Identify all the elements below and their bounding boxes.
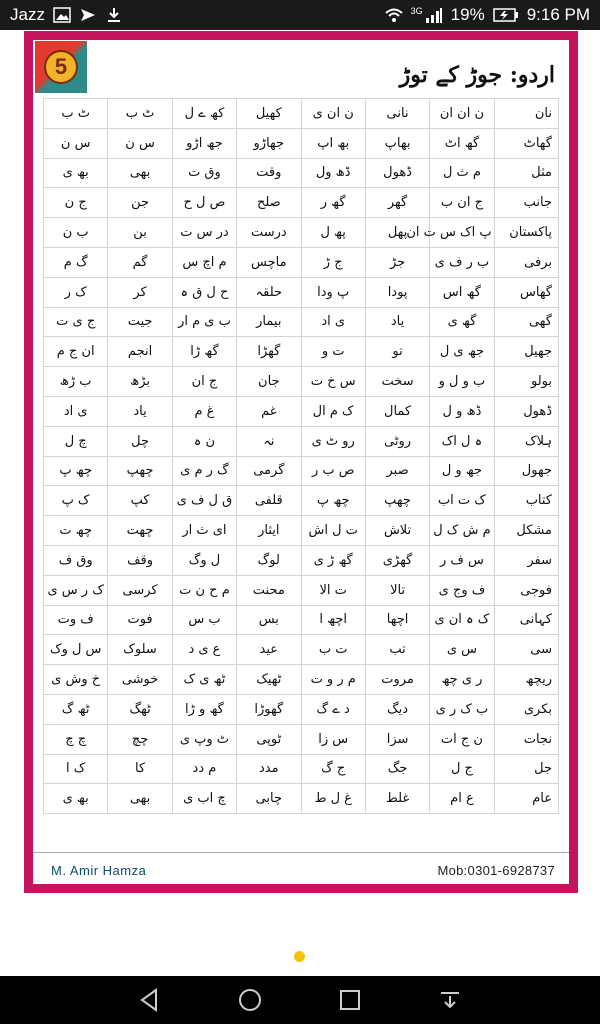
word-cell: گھی xyxy=(494,307,558,337)
table-row xyxy=(44,605,559,635)
table-row xyxy=(44,426,559,456)
word-cell: کرسی xyxy=(108,575,172,605)
broken-word-cell: ق ل ف ی xyxy=(172,486,236,516)
broken-word-cell: گ ر م ی xyxy=(172,456,236,486)
broken-word-cell: ٹھ ی ک xyxy=(172,665,236,695)
document-frame xyxy=(24,31,578,893)
word-cell: سخت xyxy=(365,367,429,397)
word-cell: فوجی xyxy=(494,575,558,605)
word-cell: خوشی xyxy=(108,665,172,695)
pulldown-icon xyxy=(437,987,463,1013)
word-cell: ٹھیک xyxy=(237,665,301,695)
word-cell: کھیل xyxy=(237,99,301,129)
word-cell: ٹھگ xyxy=(108,694,172,724)
broken-word-cell: بھ ی xyxy=(44,784,108,814)
broken-word-cell: ت الا xyxy=(301,575,365,605)
table-row xyxy=(44,277,559,307)
battery-icon xyxy=(493,7,519,23)
broken-word-cell: وق ت xyxy=(172,158,236,188)
word-cell: ڈھول xyxy=(494,396,558,426)
word-cell: جڑ xyxy=(365,247,429,277)
broken-word-cell: ن ان ی xyxy=(301,99,365,129)
broken-word-cell: در س ت xyxy=(172,218,236,248)
broken-word-cell: وق ف xyxy=(44,545,108,575)
broken-word-cell: ن ج ات xyxy=(430,724,494,754)
broken-word-cell: ک ہ ان ی xyxy=(430,605,494,635)
document-page[interactable] xyxy=(33,40,569,884)
broken-word-cell: جھ اڑو xyxy=(172,128,236,158)
send-icon xyxy=(79,7,97,23)
word-cell: وقت xyxy=(237,158,301,188)
broken-word-cell: جھ ی ل xyxy=(430,337,494,367)
broken-word-cell: ک ر xyxy=(44,277,108,307)
word-cell: پھل xyxy=(365,218,429,248)
word-cell: نان xyxy=(494,99,558,129)
word-cell: غم xyxy=(237,396,301,426)
navigation-bar xyxy=(0,976,600,1024)
broken-word-cell: جھ و ل xyxy=(430,456,494,486)
notification-pulldown-button[interactable] xyxy=(434,984,466,1016)
word-cell: وقف xyxy=(108,545,172,575)
broken-word-cell: ب ک ر ی xyxy=(430,694,494,724)
broken-word-cell: ج گ xyxy=(301,754,365,784)
broken-word-cell: ب ن xyxy=(44,218,108,248)
clock: 9:16 PM xyxy=(526,5,590,24)
broken-word-cell: ر ی چھ xyxy=(430,665,494,695)
broken-word-cell: م اچ س xyxy=(172,247,236,277)
broken-word-cell: ب و ل و xyxy=(430,367,494,397)
broken-word-cell: ان ج م xyxy=(44,337,108,367)
word-cell: غلط xyxy=(365,784,429,814)
word-cell: بڑھ xyxy=(108,367,172,397)
broken-word-cell: ب ڑھ xyxy=(44,367,108,397)
broken-word-cell: ک ر س ی xyxy=(44,575,108,605)
word-cell: بیمار xyxy=(237,307,301,337)
word-cell: جانب xyxy=(494,188,558,218)
word-cell: کر xyxy=(108,277,172,307)
word-cell: مدد xyxy=(237,754,301,784)
table-row xyxy=(44,694,559,724)
broken-word-cell: ٹ ب xyxy=(44,99,108,129)
broken-word-cell: چ چ xyxy=(44,724,108,754)
broken-word-cell: د ے گ xyxy=(301,694,365,724)
word-cell: بن xyxy=(108,218,172,248)
broken-word-cell: ن ان ان xyxy=(430,99,494,129)
broken-word-cell: چھ پ xyxy=(44,456,108,486)
word-cell: تلاش xyxy=(365,516,429,546)
broken-word-cell: گھ ر xyxy=(301,188,365,218)
word-cell: گھوڑا xyxy=(237,694,301,724)
word-cell: سزا xyxy=(365,724,429,754)
table-row xyxy=(44,575,559,605)
word-cell: گم xyxy=(108,247,172,277)
word-cell: چابی xyxy=(237,784,301,814)
broken-word-cell: م ح ن ت xyxy=(172,575,236,605)
word-cell: چھپ xyxy=(108,456,172,486)
word-cell: ایثار xyxy=(237,516,301,546)
word-cell: نانی xyxy=(365,99,429,129)
word-cell: دیگ xyxy=(365,694,429,724)
status-right xyxy=(385,5,590,25)
table-row xyxy=(44,456,559,486)
word-cell: بھی xyxy=(108,784,172,814)
broken-word-cell: ب س xyxy=(172,605,236,635)
word-cell: جیت xyxy=(108,307,172,337)
broken-word-cell: س ی xyxy=(430,635,494,665)
broken-word-cell: ج ل xyxy=(430,754,494,784)
word-cell: فوت xyxy=(108,605,172,635)
word-table xyxy=(43,98,559,814)
table-row xyxy=(44,337,559,367)
word-cell: جھول xyxy=(494,456,558,486)
table-row xyxy=(44,307,559,337)
broken-word-cell: ص ب ر xyxy=(301,456,365,486)
word-cell: صلح xyxy=(237,188,301,218)
broken-word-cell: ٹھ گ xyxy=(44,694,108,724)
image-icon xyxy=(53,7,71,23)
broken-word-cell: ج ان ب xyxy=(430,188,494,218)
word-cell: بھی xyxy=(108,158,172,188)
word-cell: ہلاک xyxy=(494,426,558,456)
broken-word-cell: م دد xyxy=(172,754,236,784)
word-cell: س ن xyxy=(108,128,172,158)
broken-word-cell: ڈھ ول xyxy=(301,158,365,188)
word-cell: یاد xyxy=(365,307,429,337)
word-cell: جھیل xyxy=(494,337,558,367)
broken-word-cell: ج ن xyxy=(44,188,108,218)
broken-word-cell: ک ا xyxy=(44,754,108,784)
word-cell: چل xyxy=(108,426,172,456)
back-button[interactable] xyxy=(134,984,166,1016)
author-mobile: Mob:0301-6928737 xyxy=(437,863,555,878)
broken-word-cell: ع ام xyxy=(430,784,494,814)
broken-word-cell: رو ٹ ی xyxy=(301,426,365,456)
back-icon xyxy=(137,987,163,1013)
broken-word-cell: گھ اٹ xyxy=(430,128,494,158)
table-row xyxy=(44,545,559,575)
table-row xyxy=(44,367,559,397)
broken-word-cell: بھ اپ xyxy=(301,128,365,158)
word-cell: سی xyxy=(494,635,558,665)
broken-word-cell: ج ڑ xyxy=(301,247,365,277)
word-cell: نجات xyxy=(494,724,558,754)
home-icon xyxy=(237,987,263,1013)
broken-word-cell: ہ ل اک xyxy=(430,426,494,456)
broken-word-cell: س زا xyxy=(301,724,365,754)
word-cell: قلفی xyxy=(237,486,301,516)
word-cell: کہانی xyxy=(494,605,558,635)
broken-word-cell: بھ ی xyxy=(44,158,108,188)
broken-word-cell: ک م ال xyxy=(301,396,365,426)
broken-word-cell: گھ ڑا xyxy=(172,337,236,367)
broken-word-cell: گ م xyxy=(44,247,108,277)
battery-percent: 19% xyxy=(450,5,485,24)
table-row xyxy=(44,754,559,784)
lesson-badge xyxy=(35,41,87,93)
broken-word-cell: غ ل ط xyxy=(301,784,365,814)
word-cell: مثل xyxy=(494,158,558,188)
document-title: اردو: جوڑ کے توڑ xyxy=(399,62,555,88)
word-cell: چھپ xyxy=(365,486,429,516)
word-cell: جن xyxy=(108,188,172,218)
broken-word-cell: گھ و ڑا xyxy=(172,694,236,724)
word-cell: کا xyxy=(108,754,172,784)
table-row xyxy=(44,784,559,814)
table-row xyxy=(44,724,559,754)
broken-word-cell: ٹ وپ ی xyxy=(172,724,236,754)
broken-word-cell: ح ل ق ہ xyxy=(172,277,236,307)
broken-word-cell: س خ ت xyxy=(301,367,365,397)
table-row xyxy=(44,486,559,516)
word-cell: صبر xyxy=(365,456,429,486)
recents-button[interactable] xyxy=(334,984,366,1016)
carrier-label: Jazz xyxy=(10,5,45,24)
word-cell: نہ xyxy=(237,426,301,456)
table-row xyxy=(44,128,559,158)
recents-icon xyxy=(337,987,363,1013)
page-indicator-dot xyxy=(294,951,305,962)
broken-word-cell: ت و xyxy=(301,337,365,367)
broken-word-cell: خ وش ی xyxy=(44,665,108,695)
broken-word-cell: ص ل ح xyxy=(172,188,236,218)
word-cell: پاکستان xyxy=(494,218,558,248)
word-cell: گھاٹ xyxy=(494,128,558,158)
broken-word-cell: ب ی م ار xyxy=(172,307,236,337)
word-cell: روٹی xyxy=(365,426,429,456)
broken-word-cell: س ل وک xyxy=(44,635,108,665)
broken-word-cell: م ث ل xyxy=(430,158,494,188)
word-cell: یاد xyxy=(108,396,172,426)
status-bar xyxy=(0,0,600,30)
broken-word-cell: غ م xyxy=(172,396,236,426)
word-cell: جھاڑو xyxy=(237,128,301,158)
broken-word-cell: پھ ل xyxy=(301,218,365,248)
broken-word-cell: ف وت xyxy=(44,605,108,635)
word-cell: گرمی xyxy=(237,456,301,486)
word-cell: برفی xyxy=(494,247,558,277)
broken-word-cell: گھ اس xyxy=(430,277,494,307)
broken-word-cell: ف وج ی xyxy=(430,575,494,605)
word-cell: سفر xyxy=(494,545,558,575)
table-row xyxy=(44,188,559,218)
word-cell: مشکل xyxy=(494,516,558,546)
table-row xyxy=(44,516,559,546)
word-cell: درست xyxy=(237,218,301,248)
word-cell: گھڑا xyxy=(237,337,301,367)
word-cell: بکری xyxy=(494,694,558,724)
broken-word-cell: چ اب ی xyxy=(172,784,236,814)
word-cell: ڈھول xyxy=(365,158,429,188)
broken-word-cell: چھ پ xyxy=(301,486,365,516)
word-cell: مروت xyxy=(365,665,429,695)
broken-word-cell: ت ل اش xyxy=(301,516,365,546)
word-cell: ریچھ xyxy=(494,665,558,695)
word-cell: بھاپ xyxy=(365,128,429,158)
word-cell: بس xyxy=(237,605,301,635)
signal-icon xyxy=(425,7,443,23)
broken-word-cell: گھ ی xyxy=(430,307,494,337)
word-cell: گھر xyxy=(365,188,429,218)
broken-word-cell: ج ی ت xyxy=(44,307,108,337)
broken-word-cell: م ش ک ل xyxy=(430,516,494,546)
broken-word-cell: ای ث ار xyxy=(172,516,236,546)
word-cell: کمال xyxy=(365,396,429,426)
word-cell: ٹوپی xyxy=(237,724,301,754)
word-cell: گھاس xyxy=(494,277,558,307)
broken-word-cell: م ر و ت xyxy=(301,665,365,695)
word-cell: اچھا xyxy=(365,605,429,635)
broken-word-cell: ک ت اب xyxy=(430,486,494,516)
table-row xyxy=(44,665,559,695)
table-row xyxy=(44,158,559,188)
word-cell: لوگ xyxy=(237,545,301,575)
broken-word-cell: ن ہ xyxy=(172,426,236,456)
broken-word-cell: پ اک س ت ان xyxy=(430,218,494,248)
table-row xyxy=(44,218,559,248)
word-cell: جل xyxy=(494,754,558,784)
word-cell: بولو xyxy=(494,367,558,397)
broken-word-cell: ج ان xyxy=(172,367,236,397)
word-cell: تب xyxy=(365,635,429,665)
table-row xyxy=(44,99,559,129)
table-row xyxy=(44,635,559,665)
broken-word-cell: ی اد xyxy=(301,307,365,337)
broken-word-cell: ک پ xyxy=(44,486,108,516)
broken-word-cell: ی اد xyxy=(44,396,108,426)
broken-word-cell: ت ب xyxy=(301,635,365,665)
word-cell: جگ xyxy=(365,754,429,784)
broken-word-cell: س ف ر xyxy=(430,545,494,575)
word-cell: تو xyxy=(365,337,429,367)
broken-word-cell: چ ل xyxy=(44,426,108,456)
word-cell: جان xyxy=(237,367,301,397)
word-cell: کپ xyxy=(108,486,172,516)
broken-word-cell: گھ ڑ ی xyxy=(301,545,365,575)
word-cell: ماچس xyxy=(237,247,301,277)
word-cell: گھڑی xyxy=(365,545,429,575)
word-cell: سلوک xyxy=(108,635,172,665)
word-cell: انجم xyxy=(108,337,172,367)
wifi-icon xyxy=(385,7,403,23)
word-cell: پودا xyxy=(365,277,429,307)
word-cell: حلقہ xyxy=(237,277,301,307)
home-button[interactable] xyxy=(234,984,266,1016)
table-row xyxy=(44,247,559,277)
word-cell: ٹ ب xyxy=(108,99,172,129)
word-cell: محنت xyxy=(237,575,301,605)
lesson-number: 5 xyxy=(44,50,78,84)
broken-word-cell: ڈھ و ل xyxy=(430,396,494,426)
status-left xyxy=(10,5,123,25)
word-cell: عید xyxy=(237,635,301,665)
word-cell: تالا xyxy=(365,575,429,605)
broken-word-cell: اچھ ا xyxy=(301,605,365,635)
table-row xyxy=(44,396,559,426)
word-cell: چھت xyxy=(108,516,172,546)
document-footer xyxy=(33,852,569,878)
author-name: M. Amir Hamza xyxy=(51,863,147,878)
word-cell: چچ xyxy=(108,724,172,754)
network-type-label: 3G xyxy=(410,6,423,16)
broken-word-cell: پ ودا xyxy=(301,277,365,307)
word-cell: عام xyxy=(494,784,558,814)
broken-word-cell: س ن xyxy=(44,128,108,158)
download-icon xyxy=(105,7,123,23)
word-cell: کتاب xyxy=(494,486,558,516)
broken-word-cell: کھ ے ل xyxy=(172,99,236,129)
broken-word-cell: ل وگ xyxy=(172,545,236,575)
broken-word-cell: ب ر ف ی xyxy=(430,247,494,277)
broken-word-cell: ع ی د xyxy=(172,635,236,665)
broken-word-cell: چھ ت xyxy=(44,516,108,546)
